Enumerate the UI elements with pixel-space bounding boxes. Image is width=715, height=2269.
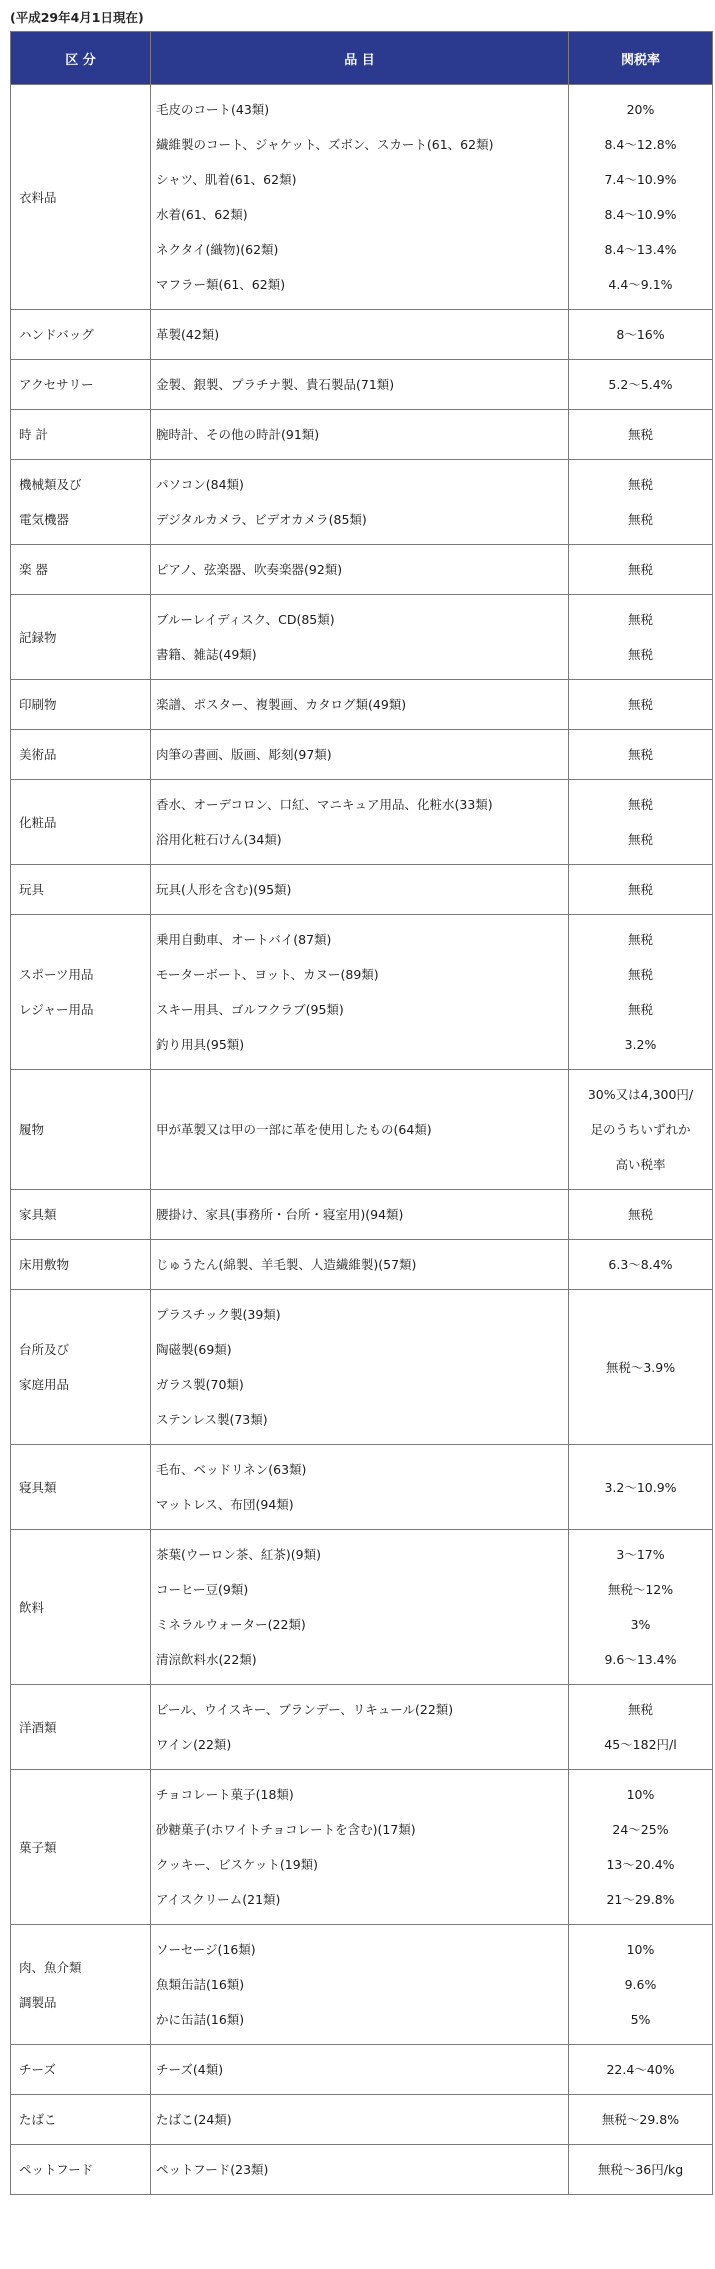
category-label: 飲料 (19, 1599, 45, 1615)
rate-value: 24〜25% (612, 1822, 669, 1837)
items-cell (151, 865, 569, 915)
item-text: マットレス、布団(94類) (156, 1497, 294, 1512)
rate-value: 7.4〜10.9% (604, 172, 677, 187)
table-row (11, 2145, 713, 2195)
category-label: 美術品 (19, 747, 57, 762)
items-cell (151, 360, 569, 410)
rate-value: 無税 (627, 797, 653, 812)
item-text: 毛皮のコート(43類) (156, 102, 270, 117)
rate-value: 高い税率 (615, 1157, 666, 1172)
table-row (11, 85, 713, 310)
category-label: 床用敷物 (19, 1257, 70, 1272)
items-cell (151, 1240, 569, 1290)
table-row (11, 1530, 713, 1685)
rate-value: 4.4〜9.1% (608, 277, 673, 292)
header-item: 品 目 (151, 32, 569, 85)
rate-value: 無税 (627, 562, 653, 577)
rate-value: 無税〜36円/kg (597, 2162, 684, 2177)
item-text: ネクタイ(織物)(62類) (156, 242, 279, 257)
items-cell (151, 545, 569, 595)
header-category: 区 分 (11, 32, 151, 85)
category-label: 衣料品 (19, 189, 57, 205)
table-row (11, 2095, 713, 2145)
items-cell (151, 1685, 569, 1770)
rate-value: 13〜20.4% (606, 1857, 675, 1872)
item-text: 乗用自動車、オートバイ(87類) (156, 932, 332, 947)
category-cell (11, 595, 151, 680)
table-header-row (11, 32, 713, 85)
header-rate: 関税率 (569, 32, 713, 85)
item-text: ブルーレイディスク、CD(85類) (156, 612, 335, 627)
table-row (11, 545, 713, 595)
items-cell (151, 2095, 569, 2145)
rate-value: 無税 (627, 647, 653, 662)
rates-cell (569, 1190, 713, 1240)
rates-cell (569, 460, 713, 545)
table-row (11, 780, 713, 865)
rates-cell (569, 1770, 713, 1925)
category-label: 玩具 (19, 882, 45, 897)
rate-value: 45〜182円/l (604, 1737, 677, 1752)
items-cell (151, 85, 569, 310)
item-text: 陶磁製(69類) (156, 1342, 232, 1357)
rate-value: 10% (626, 1942, 655, 1957)
rates-cell (569, 865, 713, 915)
items-cell (151, 460, 569, 545)
items-cell (151, 1290, 569, 1445)
item-text: クッキー、ビスケット(19類) (156, 1857, 319, 1872)
rate-value: 6.3〜8.4% (608, 1257, 673, 1272)
category-label: チーズ (19, 2062, 56, 2077)
rates-cell (569, 1685, 713, 1770)
rate-value: 無税 (627, 427, 653, 442)
table-row (11, 460, 713, 545)
item-text: 腰掛け、家具(事務所・台所・寝室用)(94類) (156, 1207, 404, 1222)
category-cell (11, 1240, 151, 1290)
item-text: チョコレート菓子(18類) (156, 1787, 294, 1802)
rate-value: 22.4〜40% (606, 2062, 675, 2077)
table-row (11, 2045, 713, 2095)
item-text: 清涼飲料水(22類) (156, 1652, 257, 1667)
rate-value: 無税 (627, 697, 653, 712)
item-text: 魚類缶詰(16類) (156, 1977, 245, 1992)
table-row (11, 310, 713, 360)
category-cell (11, 545, 151, 595)
category-cell (11, 1925, 151, 2045)
item-text: ガラス製(70類) (156, 1377, 244, 1392)
table-row (11, 915, 713, 1070)
rate-value: 5% (630, 2012, 651, 2027)
items-cell (151, 915, 569, 1070)
item-text: 香水、オーデコロン、口紅、マニキュア用品、化粧水(33類) (156, 797, 493, 812)
items-cell (151, 1530, 569, 1685)
rates-cell (569, 360, 713, 410)
rate-value: 無税 (627, 512, 653, 527)
category-cell (11, 865, 151, 915)
item-text: 楽譜、ポスター、複製画、カタログ類(49類) (156, 697, 407, 712)
table-row (11, 865, 713, 915)
rates-cell (569, 1240, 713, 1290)
rates-cell (569, 595, 713, 680)
rate-value: 無税〜3.9% (605, 1359, 676, 1375)
rate-value: 無税 (627, 832, 653, 847)
table-body (11, 85, 713, 2195)
category-cell (11, 730, 151, 780)
item-text: 甲が革製又は甲の一部に革を使用したもの(64類) (156, 1122, 432, 1137)
category-cell (11, 1290, 151, 1445)
table-row (11, 680, 713, 730)
category-cell (11, 1530, 151, 1685)
table-row (11, 1290, 713, 1445)
category-label: スポーツ用品 (19, 967, 94, 982)
rate-value: 無税〜12% (607, 1582, 674, 1597)
category-cell (11, 680, 151, 730)
table-row (11, 1770, 713, 1925)
rate-value: 無税 (627, 1702, 653, 1717)
category-label: 楽 器 (19, 562, 48, 577)
category-label: 記録物 (19, 629, 57, 645)
item-text: ソーセージ(16類) (156, 1942, 256, 1957)
rate-value: 無税〜29.8% (601, 2112, 680, 2127)
rates-cell (569, 2095, 713, 2145)
item-text: ワイン(22類) (156, 1737, 232, 1752)
items-cell (151, 730, 569, 780)
item-text: マフラー類(61、62類) (156, 277, 286, 292)
rate-value: 無税 (627, 932, 653, 947)
category-cell (11, 2095, 151, 2145)
category-cell (11, 410, 151, 460)
category-label: 電気機器 (19, 512, 70, 527)
category-label: 化粧品 (19, 814, 57, 830)
rates-cell (569, 1925, 713, 2045)
category-label: 時 計 (19, 427, 48, 442)
item-text: 茶葉(ウーロン茶、紅茶)(9類) (156, 1547, 321, 1562)
rate-value: 20% (626, 102, 655, 117)
item-text: スキー用具、ゴルフクラブ(95類) (156, 1002, 344, 1017)
category-cell (11, 1770, 151, 1925)
rates-cell (569, 680, 713, 730)
item-text: 革製(42類) (156, 327, 220, 342)
item-text: ペットフード(23類) (156, 2162, 269, 2177)
item-text: デジタルカメラ、ビデオカメラ(85類) (156, 512, 367, 527)
item-text: 砂糖菓子(ホワイトチョコレートを含む)(17類) (156, 1822, 416, 1837)
items-cell (151, 595, 569, 680)
item-text: 繊維製のコート、ジャケット、ズボン、スカート(61、62類) (156, 137, 494, 152)
items-cell (151, 310, 569, 360)
rate-value: 8.4〜12.8% (604, 137, 677, 152)
category-label: 家庭用品 (19, 1377, 70, 1392)
tariff-table (10, 31, 713, 2195)
item-text: かに缶詰(16類) (156, 2012, 245, 2027)
category-label: ハンドバッグ (19, 327, 94, 342)
rate-value: 無税 (627, 747, 653, 762)
rate-value: 無税 (627, 967, 653, 982)
items-cell (151, 680, 569, 730)
category-cell (11, 915, 151, 1070)
category-cell (11, 310, 151, 360)
category-cell (11, 1445, 151, 1530)
rates-cell (569, 2045, 713, 2095)
items-cell (151, 1925, 569, 2045)
category-label: 洋酒類 (19, 1719, 57, 1735)
rate-value: 無税 (627, 477, 653, 492)
rates-cell (569, 1530, 713, 1685)
rates-cell (569, 85, 713, 310)
items-cell (151, 410, 569, 460)
category-label: 肉、魚介類 (19, 1959, 82, 1975)
table-row (11, 1190, 713, 1240)
items-cell (151, 2045, 569, 2095)
rate-value: 無税 (627, 1002, 653, 1017)
rate-value: 30%又は4,300円/ (587, 1087, 694, 1102)
item-text: 書籍、雑誌(49類) (156, 647, 257, 662)
items-cell (151, 1770, 569, 1925)
items-cell (151, 780, 569, 865)
rate-value: 5.2〜5.4% (608, 377, 673, 392)
category-label: 家具類 (19, 1207, 57, 1222)
rate-value: 3.2〜10.9% (604, 1479, 677, 1495)
category-label: 寝具類 (19, 1479, 57, 1495)
item-text: モーターボート、ヨット、カヌー(89類) (156, 967, 379, 982)
table-row (11, 1070, 713, 1190)
category-cell (11, 85, 151, 310)
category-label: 菓子類 (19, 1839, 57, 1855)
items-cell (151, 1190, 569, 1240)
rates-cell (569, 1445, 713, 1530)
item-text: 金製、銀製、プラチナ製、貴石製品(71類) (156, 377, 395, 392)
category-label: 印刷物 (19, 697, 57, 712)
item-text: パソコン(84類) (156, 477, 244, 492)
table-row (11, 1445, 713, 1530)
category-label: 機械類及び (19, 477, 82, 492)
item-text: ピアノ、弦楽器、吹奏楽器(92類) (156, 562, 343, 577)
item-text: じゅうたん(綿製、羊毛製、人造繊維製)(57類) (156, 1257, 417, 1272)
category-label: レジャー用品 (19, 1002, 94, 1017)
items-cell (151, 1070, 569, 1190)
rate-value: 無税 (627, 612, 653, 627)
item-text: ステンレス製(73類) (156, 1412, 268, 1427)
category-cell (11, 780, 151, 865)
items-cell (151, 2145, 569, 2195)
rate-value: 9.6〜13.4% (604, 1652, 677, 1667)
category-cell (11, 2145, 151, 2195)
table-row (11, 595, 713, 680)
item-text: たばこ(24類) (156, 2112, 232, 2127)
category-label: アクセサリー (19, 377, 94, 392)
item-text: シャツ、肌着(61、62類) (156, 172, 297, 187)
table-row (11, 1240, 713, 1290)
rates-cell (569, 1070, 713, 1190)
item-text: アイスクリーム(21類) (156, 1892, 281, 1907)
item-text: 肉筆の書画、版画、彫刻(97類) (156, 747, 332, 762)
items-cell (151, 1445, 569, 1530)
rates-cell (569, 410, 713, 460)
rates-cell (569, 545, 713, 595)
category-label: たばこ (19, 2112, 57, 2127)
category-cell (11, 1070, 151, 1190)
rate-value: 3% (630, 1617, 651, 1632)
item-text: コーヒー豆(9類) (156, 1582, 249, 1597)
table-row (11, 1685, 713, 1770)
item-text: ミネラルウォーター(22類) (156, 1617, 306, 1632)
rates-cell (569, 915, 713, 1070)
category-cell (11, 1190, 151, 1240)
rate-value: 無税 (627, 1207, 653, 1222)
item-text: チーズ(4類) (156, 2062, 224, 2077)
item-text: 釣り用具(95類) (156, 1037, 245, 1052)
rates-cell (569, 730, 713, 780)
as-of-date: (平成29年4月1日現在) (10, 10, 144, 25)
table-row (11, 730, 713, 780)
rate-value: 足のうちいずれか (590, 1122, 691, 1137)
rates-cell (569, 2145, 713, 2195)
rate-value: 3〜17% (616, 1547, 665, 1562)
item-text: 玩具(人形を含む)(95類) (156, 882, 292, 897)
rate-value: 8.4〜10.9% (604, 207, 677, 222)
rate-value: 3.2% (624, 1037, 657, 1052)
category-label: ペットフード (19, 2162, 94, 2177)
category-label: 調製品 (19, 1994, 57, 2010)
rates-cell (569, 310, 713, 360)
item-text: 毛布、ベッドリネン(63類) (156, 1462, 307, 1477)
category-cell (11, 1685, 151, 1770)
item-text: 腕時計、その他の時計(91類) (156, 427, 320, 442)
category-label: 台所及び (19, 1342, 70, 1357)
rate-value: 21〜29.8% (606, 1892, 675, 1907)
category-cell (11, 360, 151, 410)
category-cell (11, 460, 151, 545)
item-text: プラスチック製(39類) (156, 1307, 281, 1322)
table-row (11, 360, 713, 410)
item-text: 水着(61、62類) (156, 207, 248, 222)
rate-value: 9.6% (624, 1977, 657, 1992)
rate-value: 8〜16% (616, 327, 665, 342)
category-cell (11, 2045, 151, 2095)
rate-value: 8.4〜13.4% (604, 242, 677, 257)
item-text: ビール、ウイスキー、ブランデー、リキュール(22類) (156, 1702, 454, 1717)
rate-value: 10% (626, 1787, 655, 1802)
table-row (11, 410, 713, 460)
category-label: 履物 (19, 1122, 45, 1137)
rate-value: 無税 (627, 882, 653, 897)
table-row (11, 1925, 713, 2045)
item-text: 浴用化粧石けん(34類) (156, 832, 282, 847)
rates-cell (569, 780, 713, 865)
rates-cell (569, 1290, 713, 1445)
